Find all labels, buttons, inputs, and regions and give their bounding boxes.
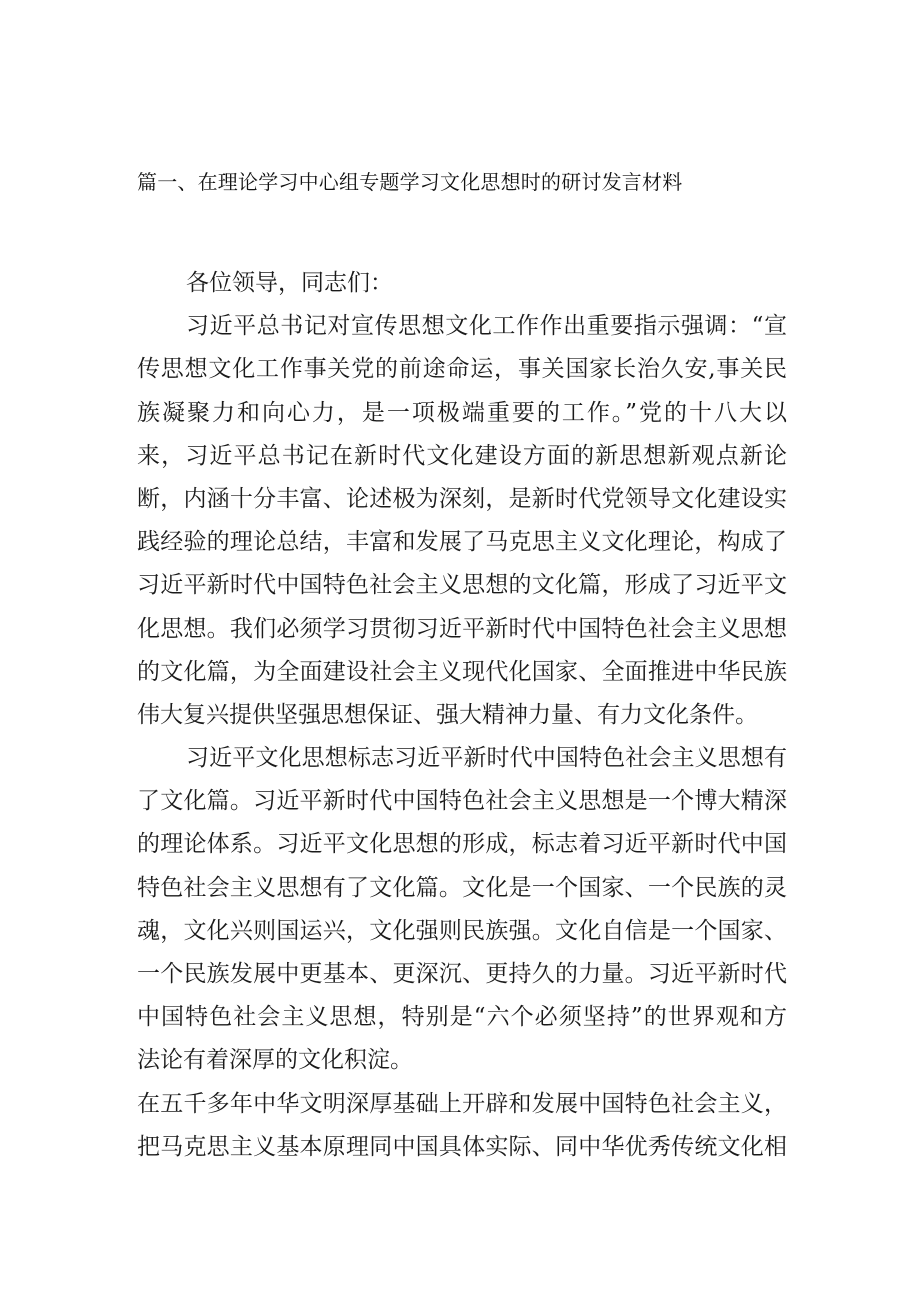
body-line: 了文化篇。习近平新时代中国特色社会主义思想是一个博大精深 (137, 788, 787, 815)
body-line: 把马克思主义基本原理同中国具体实际、同中华优秀传统文化相 (137, 1133, 787, 1160)
body-line: 一个民族发展中更基本、更深沉、更持久的力量。习近平新时代 (137, 961, 787, 987)
body-line: 践经验的理论总结，丰富和发展了马克思主义文化理论，构成了 (137, 529, 787, 556)
body-line: 化思想。我们必须学习贯彻习近平新时代中国特色社会主义思想 (137, 615, 787, 642)
document-body (137, 262, 787, 1169)
body-line: 来，习近平总书记在新时代文化建设方面的新思想新观点新论 (137, 442, 787, 469)
body-line: 习近平新时代中国特色社会主义思想的文化篇，形成了习近平文 (137, 572, 787, 599)
body-line: 特色社会主义思想有了文化篇。文化是一个国家、一个民族的灵 (137, 874, 787, 901)
body-line: 魂，文化兴则国运兴，文化强则民族强。文化自信是一个国家、 (137, 917, 787, 944)
body-line: 习近平总书记对宣传思想文化工作作出重要指示强调：“宣 (186, 313, 787, 340)
body-line: 传思想文化工作事关党的前途命运，事关国家长治久安,事关民 (137, 356, 787, 383)
body-line: 中国特色社会主义思想，特别是“六个必须坚持”的世界观和方 (137, 1004, 787, 1031)
body-line: 族凝聚力和向心力，是一项极端重要的工作。”党的十八大以 (137, 399, 787, 426)
body-line: 断，内涵十分丰富、论述极为深刻，是新时代党领导文化建设实 (137, 485, 787, 512)
body-line: 的文化篇，为全面建设社会主义现代化国家、全面推进中华民族 (137, 658, 787, 685)
body-line: 伟大复兴提供坚强思想保证、强大精神力量、有力文化条件。 (137, 701, 758, 728)
document-title: 篇一、在理论学习中心组专题学习文化思想时的研讨发言材料 (137, 170, 683, 194)
body-line: 法论有着深厚的文化积淀。 (137, 1047, 413, 1074)
body-line: 习近平文化思想标志习近平新时代中国特色社会主义思想有 (186, 745, 787, 772)
body-line: 在五千多年中华文明深厚基础上开辟和发展中国特色社会主义， (137, 1090, 787, 1117)
body-line: 的理论体系。习近平文化思想的形成，标志着习近平新时代中国 (137, 831, 787, 858)
body-line: 各位领导，同志们： (186, 270, 393, 296)
